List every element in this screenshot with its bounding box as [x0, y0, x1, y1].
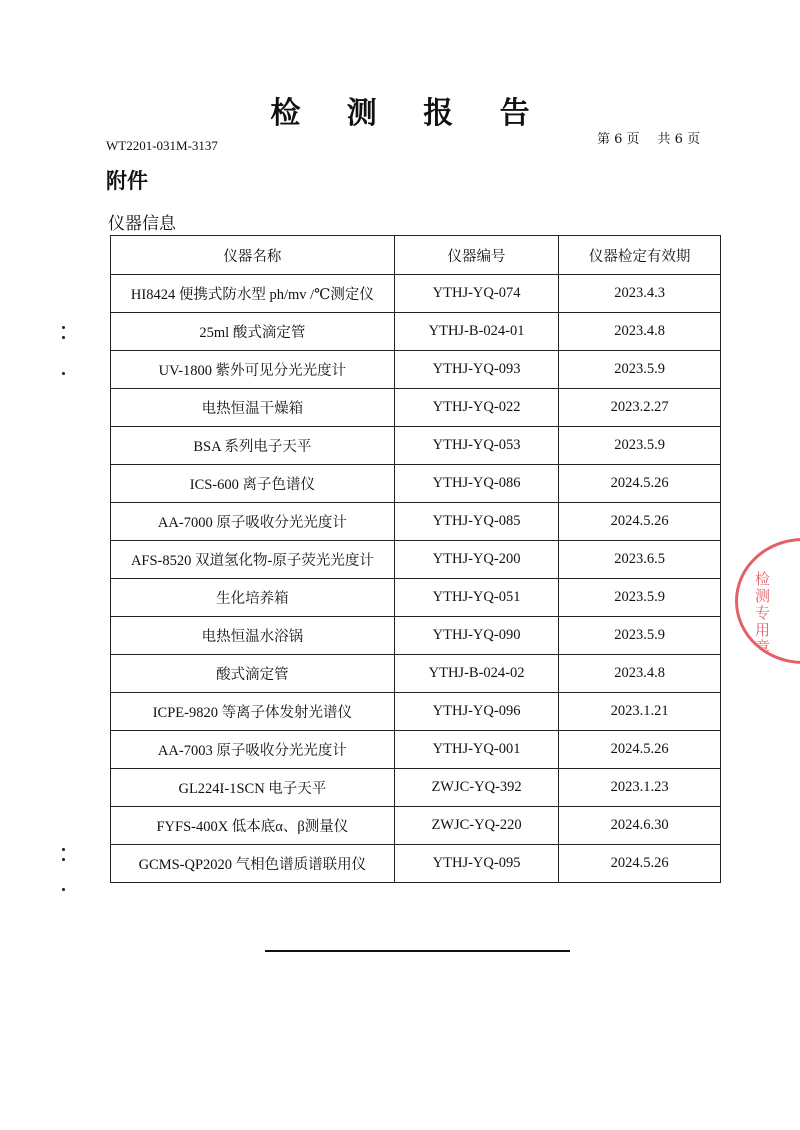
page-total: 共 6 页	[657, 132, 701, 147]
cell-instrument-name: UV-1800 紫外可见分光光度计	[111, 351, 395, 389]
cell-instrument-number: YTHJ-YQ-090	[394, 617, 559, 655]
cell-instrument-name: ICS-600 离子色谱仪	[111, 465, 395, 503]
table-row	[111, 427, 721, 465]
table-row	[111, 275, 721, 313]
table-row	[111, 465, 721, 503]
cell-instrument-name: 25ml 酸式滴定管	[111, 313, 395, 351]
scan-speck	[62, 372, 65, 375]
page-current: 第 6 页	[597, 132, 640, 147]
table-row	[111, 655, 721, 693]
table-row	[111, 541, 721, 579]
cell-calibration-validity: 2024.5.26	[559, 845, 721, 883]
cell-instrument-name: BSA 系列电子天平	[111, 427, 395, 465]
cell-instrument-name: AFS-8520 双道氢化物-原子荧光光度计	[111, 541, 395, 579]
scan-speck	[62, 888, 65, 891]
cell-instrument-number: YTHJ-YQ-074	[394, 275, 559, 313]
cell-instrument-number: YTHJ-YQ-093	[394, 351, 559, 389]
cell-instrument-number: YTHJ-YQ-051	[394, 579, 559, 617]
cell-instrument-name: 电热恒温干燥箱	[111, 389, 395, 427]
cell-calibration-validity: 2023.4.3	[559, 275, 721, 313]
cell-instrument-number: YTHJ-YQ-086	[394, 465, 559, 503]
scan-speck	[62, 858, 65, 861]
instrument-info-heading: 仪器信息	[108, 214, 176, 234]
cell-instrument-name: AA-7000 原子吸收分光光度计	[111, 503, 395, 541]
table-row	[111, 389, 721, 427]
cell-calibration-validity: 2024.5.26	[559, 731, 721, 769]
cell-calibration-validity: 2024.6.30	[559, 807, 721, 845]
table-row	[111, 617, 721, 655]
cell-instrument-number: ZWJC-YQ-392	[394, 769, 559, 807]
table-header-row	[111, 236, 721, 275]
scan-speck	[62, 326, 65, 329]
table-row	[111, 693, 721, 731]
cell-calibration-validity: 2023.4.8	[559, 313, 721, 351]
scan-speck	[62, 336, 65, 339]
cell-instrument-number: YTHJ-YQ-096	[394, 693, 559, 731]
report-title: 检 测 报 告	[270, 96, 548, 131]
table-row	[111, 807, 721, 845]
cell-instrument-number: YTHJ-YQ-001	[394, 731, 559, 769]
table-row	[111, 313, 721, 351]
column-header-instrument-name: 仪器名称	[111, 236, 395, 275]
cell-instrument-number: YTHJ-YQ-095	[394, 845, 559, 883]
cell-instrument-name: HI8424 便携式防水型 ph/mv /℃测定仪	[111, 275, 395, 313]
cell-calibration-validity: 2023.5.9	[559, 351, 721, 389]
instrument-table	[110, 235, 721, 883]
cell-instrument-number: YTHJ-B-024-02	[394, 655, 559, 693]
cell-instrument-number: YTHJ-YQ-085	[394, 503, 559, 541]
cell-calibration-validity: 2024.5.26	[559, 503, 721, 541]
table-row	[111, 579, 721, 617]
cell-calibration-validity: 2023.5.9	[559, 579, 721, 617]
table-row	[111, 351, 721, 389]
cell-calibration-validity: 2023.4.8	[559, 655, 721, 693]
cell-calibration-validity: 2023.2.27	[559, 389, 721, 427]
cell-instrument-name: FYFS-400X 低本底α、β测量仪	[111, 807, 395, 845]
seal-text: 检测专用章	[753, 571, 771, 656]
cell-instrument-number: ZWJC-YQ-220	[394, 807, 559, 845]
cell-instrument-number: YTHJ-YQ-053	[394, 427, 559, 465]
cell-instrument-name: 生化培养箱	[111, 579, 395, 617]
cell-instrument-name: 酸式滴定管	[111, 655, 395, 693]
cell-instrument-number: YTHJ-B-024-01	[394, 313, 559, 351]
column-header-instrument-number: 仪器编号	[394, 236, 559, 275]
red-seal-stamp	[735, 538, 800, 664]
cell-instrument-name: AA-7003 原子吸收分光光度计	[111, 731, 395, 769]
cell-calibration-validity: 2024.5.26	[559, 465, 721, 503]
cell-instrument-name: GL224I-1SCN 电子天平	[111, 769, 395, 807]
cell-instrument-name: GCMS-QP2020 气相色谱质谱联用仪	[111, 845, 395, 883]
appendix-heading: 附件	[106, 169, 148, 193]
cell-instrument-number: YTHJ-YQ-200	[394, 541, 559, 579]
cell-calibration-validity: 2023.1.23	[559, 769, 721, 807]
table-body	[111, 275, 721, 883]
page-indicator	[597, 128, 700, 147]
column-header-calibration-validity: 仪器检定有效期	[559, 236, 721, 275]
cell-instrument-name: ICPE-9820 等离子体发射光谱仪	[111, 693, 395, 731]
table-row	[111, 769, 721, 807]
table-row	[111, 845, 721, 883]
end-of-content-rule	[265, 950, 570, 952]
cell-calibration-validity: 2023.1.21	[559, 693, 721, 731]
cell-calibration-validity: 2023.5.9	[559, 427, 721, 465]
cell-instrument-name: 电热恒温水浴锅	[111, 617, 395, 655]
report-number: WT2201-031M-3137	[106, 138, 218, 153]
table-row	[111, 731, 721, 769]
cell-calibration-validity: 2023.6.5	[559, 541, 721, 579]
cell-instrument-number: YTHJ-YQ-022	[394, 389, 559, 427]
scan-speck	[62, 848, 65, 851]
cell-calibration-validity: 2023.5.9	[559, 617, 721, 655]
table-row	[111, 503, 721, 541]
